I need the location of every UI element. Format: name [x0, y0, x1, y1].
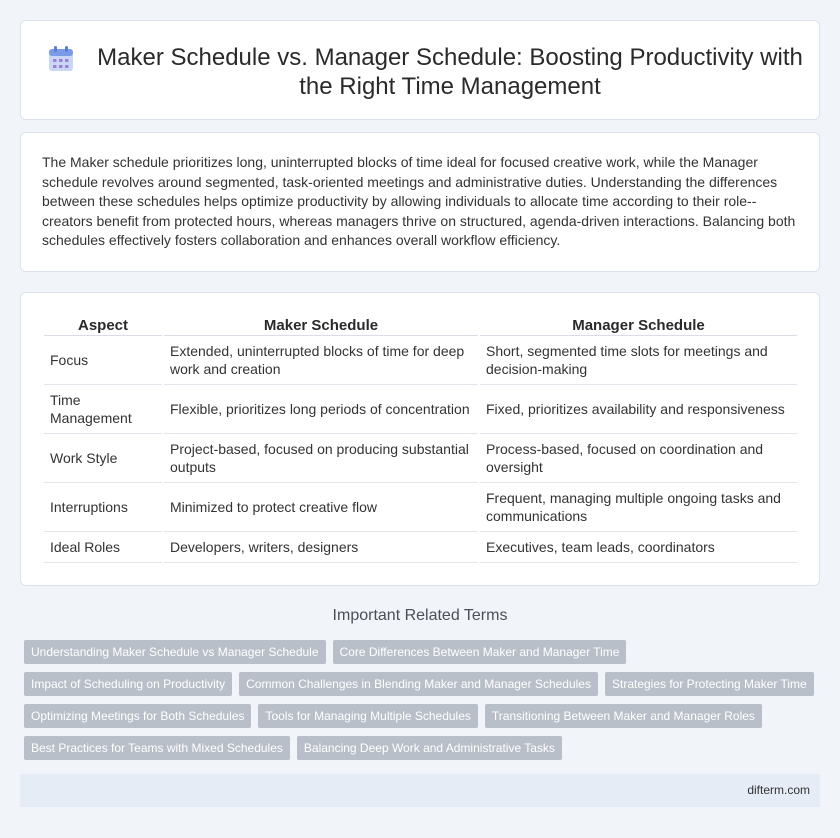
related-term-tag[interactable]: Core Differences Between Maker and Manager Time [333, 640, 627, 664]
comparison-table [42, 316, 799, 563]
table-cell: Developers, writers, designers [164, 532, 478, 563]
header-card [20, 20, 820, 120]
intro-card [20, 132, 820, 272]
related-terms-list [24, 640, 824, 768]
table-header-row [44, 316, 797, 336]
footer-site-link[interactable]: difterm.com [747, 783, 810, 797]
related-term-tag[interactable]: Understanding Maker Schedule vs Manager Schedule [24, 640, 326, 664]
table-cell: Extended, uninterrupted blocks of time for deep work and creation [164, 336, 478, 385]
table-cell: Minimized to protect creative flow [164, 483, 478, 532]
table-row [44, 483, 797, 532]
table-cell: Flexible, prioritizes long periods of concentration [164, 385, 478, 434]
column-header-manager: Manager Schedule [480, 316, 797, 336]
related-term-tag[interactable]: Strategies for Protecting Maker Time [605, 672, 814, 696]
related-term-tag[interactable]: Transitioning Between Maker and Manager Roles [485, 704, 762, 728]
related-term-tag[interactable]: Optimizing Meetings for Both Schedules [24, 704, 251, 728]
related-term-tag[interactable]: Best Practices for Teams with Mixed Schedules [24, 736, 290, 760]
related-term-tag[interactable]: Tools for Managing Multiple Schedules [258, 704, 477, 728]
calendar-icon [48, 46, 74, 72]
table-cell: Short, segmented time slots for meetings and decision-making [480, 336, 797, 385]
page-title: Maker Schedule vs. Manager Schedule: Boosting Productivity with the Right Time Management [97, 44, 803, 100]
intro-text: The Maker schedule prioritizes long, uninterrupted blocks of time ideal for focused creative work, while the Manager schedule revolves around segmented, task-oriented meetings and administrative duties. Understanding the differences between these schedules helps optimize productivity by allowing individuals to allocate time according to their role--creators benefit from protected hours, whereas managers thrive on structured, agenda-driven interactions. Balancing both schedules effectively fosters collaboration and enhances overall workflow efficiency. [42, 154, 796, 248]
table-cell: Project-based, focused on producing substantial outputs [164, 434, 478, 483]
comparison-table-card [20, 292, 820, 586]
related-term-tag[interactable]: Balancing Deep Work and Administrative Tasks [297, 736, 562, 760]
table-cell: Frequent, managing multiple ongoing tasks and communications [480, 483, 797, 532]
column-header-aspect: Aspect [44, 316, 162, 336]
table-row [44, 434, 797, 483]
table-row [44, 385, 797, 434]
table-row [44, 336, 797, 385]
table-cell: Focus [44, 336, 162, 385]
table-cell: Ideal Roles [44, 532, 162, 563]
column-header-maker: Maker Schedule [164, 316, 478, 336]
related-term-tag[interactable]: Common Challenges in Blending Maker and Manager Schedules [239, 672, 598, 696]
related-terms-title: Important Related Terms [332, 607, 508, 624]
table-cell: Time Management [44, 385, 162, 434]
table-cell: Work Style [44, 434, 162, 483]
table-cell: Interruptions [44, 483, 162, 532]
table-row [44, 532, 797, 563]
table-cell: Fixed, prioritizes availability and responsiveness [480, 385, 797, 434]
related-term-tag[interactable]: Impact of Scheduling on Productivity [24, 672, 232, 696]
table-cell: Executives, team leads, coordinators [480, 532, 797, 563]
table-cell: Process-based, focused on coordination and oversight [480, 434, 797, 483]
footer [20, 774, 820, 807]
